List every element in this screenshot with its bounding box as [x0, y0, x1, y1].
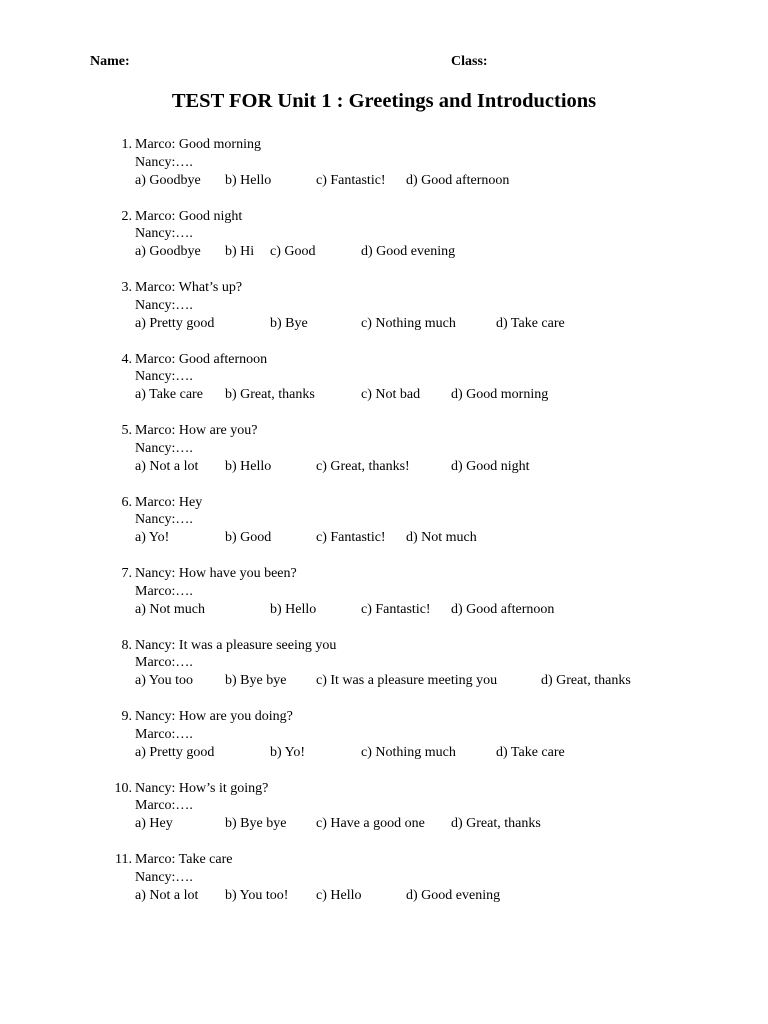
answer-option: c) Great, thanks!: [316, 458, 410, 474]
class-label: Class:: [451, 54, 488, 69]
question-prompt: Nancy: How’s it going?: [135, 780, 269, 796]
answer-option: d) Great, thanks: [451, 816, 541, 831]
question-item: [0, 208, 768, 280]
question-list: [0, 136, 768, 923]
question-number: 5.: [121, 423, 132, 438]
answer-option: a) Take care: [135, 387, 203, 402]
answer-option: d) Great, thanks: [541, 673, 631, 688]
answer-option: c) It was a pleasure meeting you: [316, 673, 498, 688]
question-number: 11.: [115, 852, 132, 867]
question-prompt: Marco: Good morning: [135, 137, 261, 152]
question-response: Marco:….: [135, 583, 193, 599]
answer-option: a) Goodbye: [135, 172, 201, 188]
question-item: [0, 136, 768, 208]
answer-option: b) Bye bye: [225, 673, 287, 688]
answer-option: a) Not a lot: [135, 458, 199, 474]
answer-option: d) Not much: [406, 530, 477, 545]
question-prompt: Marco: Good afternoon: [135, 351, 268, 367]
answer-option: c) Fantastic!: [316, 172, 386, 188]
answer-option: b) Good: [225, 530, 272, 545]
answer-option: b) Hello: [225, 458, 272, 474]
question-number: 8.: [121, 637, 132, 653]
question-response: Nancy:….: [135, 297, 193, 313]
question-prompt: Marco: Take care: [135, 852, 233, 867]
question-response: Nancy:….: [135, 869, 193, 885]
answer-option: c) Nothing much: [361, 744, 456, 760]
answer-option: d) Good evening: [406, 887, 501, 903]
answer-option: a) Not much: [135, 601, 205, 617]
answer-option: c) Hello: [316, 887, 362, 903]
question-number: 4.: [121, 351, 132, 367]
question-prompt: Marco: What’s up?: [135, 280, 243, 295]
answer-option: a) Goodbye: [135, 244, 201, 259]
question-prompt: Marco: Hey: [135, 494, 203, 510]
answer-option: c) Fantastic!: [316, 530, 386, 545]
answer-option: c) Not bad: [361, 387, 421, 402]
question-prompt: Marco: Good night: [135, 208, 243, 224]
answer-option: b) Great, thanks: [225, 387, 315, 402]
question-item: [0, 565, 768, 637]
question-item: [0, 851, 768, 923]
question-item: [0, 708, 768, 780]
question-item: [0, 279, 768, 351]
question-number: 6.: [121, 494, 132, 510]
question-response: Nancy:….: [135, 226, 193, 241]
answer-option: b) Hello: [225, 172, 272, 188]
answer-option: a) Pretty good: [135, 315, 215, 331]
answer-option: c) Have a good one: [316, 816, 425, 831]
question-number: 2.: [121, 208, 132, 224]
question-prompt: Nancy: How have you been?: [135, 566, 297, 581]
answer-option: d) Take care: [496, 315, 565, 331]
answer-option: b) Hi: [225, 244, 255, 259]
answer-option: b) Hello: [270, 601, 317, 617]
answer-option: d) Good evening: [361, 244, 456, 259]
question-item: [0, 422, 768, 494]
answer-option: b) Yo!: [270, 744, 306, 760]
answer-option: a) Hey: [135, 816, 173, 831]
question-response: Nancy:….: [135, 154, 193, 170]
name-label: Name:: [90, 54, 130, 69]
answer-option: d) Good night: [451, 458, 530, 474]
answer-option: d) Good afternoon: [451, 601, 555, 617]
question-item: [0, 637, 768, 709]
question-response: Nancy:….: [135, 440, 193, 456]
answer-option: b) You too!: [225, 887, 289, 903]
answer-option: c) Nothing much: [361, 315, 456, 331]
answer-option: a) Not a lot: [135, 887, 199, 903]
question-item: [0, 351, 768, 423]
answer-option: a) Yo!: [135, 530, 170, 545]
answer-option: a) You too: [135, 673, 193, 688]
question-response: Marco:….: [135, 726, 193, 742]
answer-option: b) Bye bye: [225, 816, 287, 831]
question-response: Marco:….: [135, 655, 193, 670]
answer-option: c) Fantastic!: [361, 601, 431, 617]
question-prompt: Marco: How are you?: [135, 423, 258, 438]
question-number: 7.: [121, 566, 132, 581]
question-response: Nancy:….: [135, 369, 193, 384]
question-number: 9.: [121, 709, 132, 724]
question-response: Marco:….: [135, 798, 193, 813]
question-item: [0, 494, 768, 566]
question-response: Nancy:….: [135, 512, 193, 527]
answer-option: d) Good morning: [451, 387, 549, 402]
answer-option: d) Good afternoon: [406, 172, 510, 188]
question-number: 1.: [121, 137, 132, 152]
question-prompt: Nancy: How are you doing?: [135, 709, 293, 724]
answer-option: b) Bye: [270, 315, 308, 331]
answer-option: c) Good: [270, 244, 316, 259]
answer-option: a) Pretty good: [135, 744, 215, 760]
page-title: TEST FOR Unit 1 : Greetings and Introductions: [171, 90, 597, 112]
question-prompt: Nancy: It was a pleasure seeing you: [135, 637, 337, 653]
question-item: [0, 780, 768, 852]
question-number: 10.: [114, 780, 132, 796]
answer-option: d) Take care: [496, 744, 565, 760]
question-number: 3.: [121, 280, 132, 295]
